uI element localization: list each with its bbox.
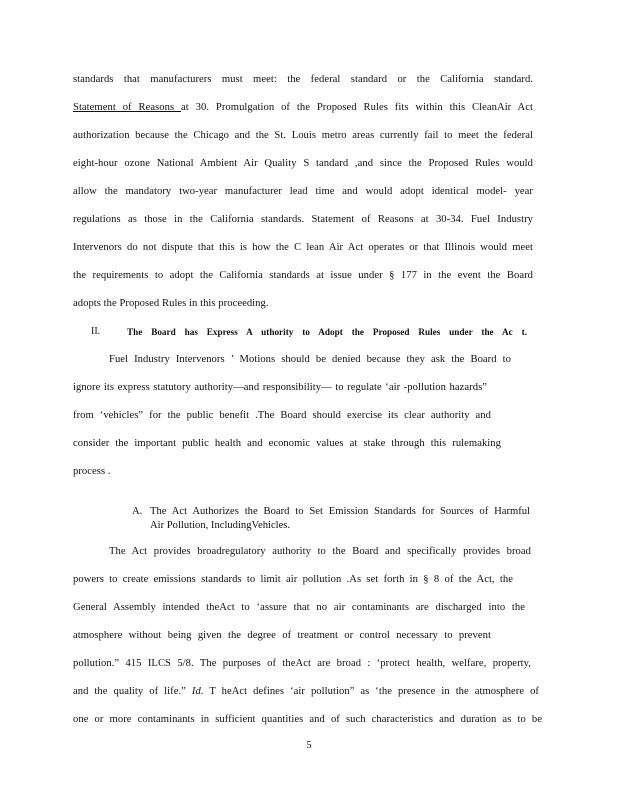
text-line: General Assembly intended theAct to ‘assure that no air contaminants are discharged into the xyxy=(73,602,525,613)
section-numeral: II. xyxy=(91,326,101,337)
text-line: ignore its express statutory authority—and responsibility— to regulate ‘air -pollution hazards” xyxy=(73,382,487,393)
section-heading: The Board has Express A uthority to Adopt the Proposed Rules under the Ac t. xyxy=(127,327,527,337)
text-line: The Act provides broadregulatory authority to the Board and specifically provides broad xyxy=(109,546,531,557)
subsection-heading-line2: Air Pollution, IncludingVehicles. xyxy=(150,520,291,531)
citation-id: Id. xyxy=(191,686,204,697)
text-line: powers to create emissions standards to limit air pollution .As set forth in § 8 of the Act, the xyxy=(73,574,513,585)
text-line xyxy=(73,101,533,115)
text-segment: and the quality of life.” xyxy=(73,686,192,697)
text-line: eight-hour ozone National Ambient Air Quality S tandard ,and since the Proposed Rules would xyxy=(73,158,533,169)
text-line: pollution.” 415 ILCS 5/8. The purposes of theAct are broad : ‘protect health, welfare, property, xyxy=(73,658,531,669)
text-line: atmosphere without being given the degree of treatment or control necessary to prevent xyxy=(73,630,491,641)
text-line: consider the important public health and economic values at stake through this rulemaking xyxy=(73,438,501,449)
text-line: from ‘vehicles” for the public benefit .The Board should exercise its clear authority and xyxy=(73,410,491,421)
text-line: regulations as those in the California standards. Statement of Reasons at 30-34. Fuel Industry xyxy=(73,214,533,225)
subsection-heading: The Act Authorizes the Board to Set Emission Standards for Sources of Harmful xyxy=(150,506,530,517)
text-segment: T heAct defines ‘air pollution” as ‘the presence in the atmosphere of xyxy=(203,686,539,697)
text-line: adopts the Proposed Rules in this proceeding. xyxy=(73,298,269,309)
text-line: standards that manufacturers must meet: the federal standard or the California standard. xyxy=(73,74,533,85)
text-line: process . xyxy=(73,466,111,477)
underlined-citation: Statement of Reasons xyxy=(73,102,182,113)
text-line: Intervenors do not dispute that this is how the C lean Air Act operates or that Illinois would meet xyxy=(73,242,533,253)
text-line: Fuel Industry Intervenors ’ Motions should be denied because they ask the Board to xyxy=(109,354,511,365)
text-line: authorization because the Chicago and the St. Louis metro areas currently fail to meet the federal xyxy=(73,130,533,141)
page-number: 5 xyxy=(306,740,312,751)
text-line: allow the mandatory two-year manufacturer lead time and would adopt identical model- year xyxy=(73,186,533,197)
text-segment: at 30. Promulgation of the Proposed Rules fits within this CleanAir Act xyxy=(181,102,533,113)
text-line: the requirements to adopt the California standards at issue under § 177 in the event the Board xyxy=(73,270,533,281)
text-line: one or more contaminants in sufficient quantities and of such characteristics and duration as to be xyxy=(73,714,542,725)
text-line xyxy=(73,685,539,699)
subsection-letter: A. xyxy=(132,506,143,517)
